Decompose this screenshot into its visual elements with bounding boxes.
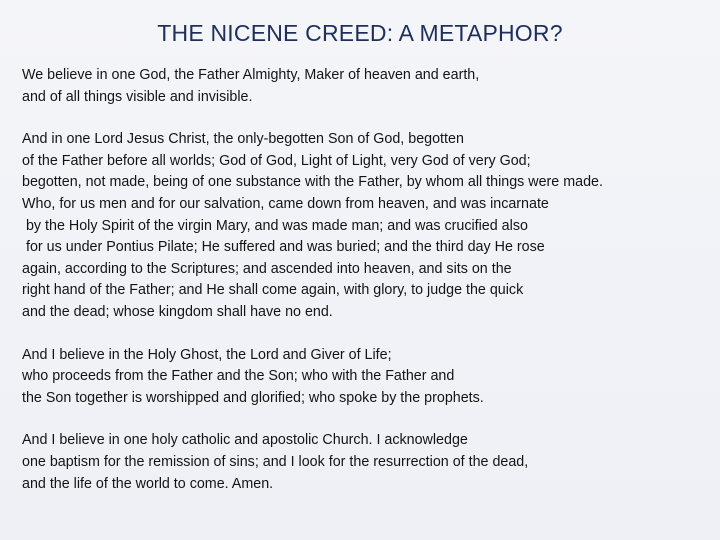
text-line: for us under Pontius Pilate; He suffered and was buried; and the third day He rose	[22, 239, 545, 256]
creed-text	[22, 65, 712, 516]
text-line: who proceeds from the Father and the Son; who with the Father and	[22, 368, 455, 385]
text-line: of the Father before all worlds; God of God, Light of Light, very God of very God;	[22, 152, 531, 169]
paragraph-4	[22, 430, 712, 495]
text-line: And I believe in one holy catholic and apostolic Church. I acknowledge	[22, 432, 468, 449]
text-line: And in one Lord Jesus Christ, the only-begotten Son of God, begotten	[22, 131, 464, 148]
paragraph-3	[22, 345, 712, 410]
slide-title: THE NICENE CREED: A METAPHOR?	[157, 20, 563, 46]
text-line: begotten, not made, being of one substance with the Father, by whom all things were made.	[22, 174, 603, 191]
text-line: And I believe in the Holy Ghost, the Lord and Giver of Life;	[22, 346, 392, 363]
text-line: and of all things visible and invisible.	[22, 88, 253, 105]
paragraph-2	[22, 129, 712, 323]
paragraph-1	[22, 65, 712, 108]
text-line: the Son together is worshipped and glorified; who spoke by the prophets.	[22, 389, 484, 406]
text-line: We believe in one God, the Father Almighty, Maker of heaven and earth,	[22, 67, 480, 83]
text-line: Who, for us men and for our salvation, came down from heaven, and was incarnate	[22, 195, 549, 212]
text-line: again, according to the Scriptures; and ascended into heaven, and sits on the	[22, 260, 512, 277]
text-line: and the dead; whose kingdom shall have no end.	[22, 303, 333, 320]
text-line: right hand of the Father; and He shall come again, with glory, to judge the quick	[22, 282, 524, 299]
text-line: by the Holy Spirit of the virgin Mary, and was made man; and was crucified also	[22, 217, 528, 234]
text-line: one baptism for the remission of sins; and I look for the resurrection of the dead,	[22, 453, 529, 470]
text-line: and the life of the world to come. Amen.	[22, 475, 274, 492]
